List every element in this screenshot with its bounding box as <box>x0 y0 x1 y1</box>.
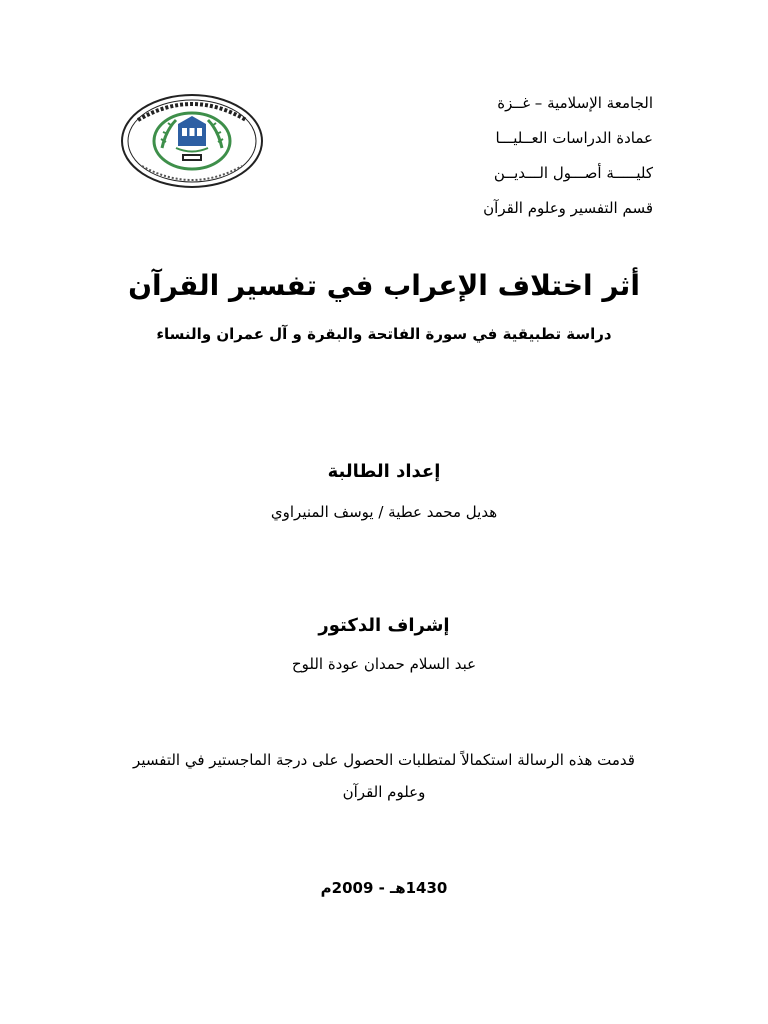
supervisor-heading: إشراف الدكتور <box>318 615 450 636</box>
faculty-name: كليـــــة أصـــول الـــديــن <box>493 164 653 182</box>
submission-date: 1430هـ - 2009م <box>320 879 448 897</box>
submission-note: قدمت هذه الرسالة استكمالاً لمتطلبات الحصول على درجة الماجستير في التفسير وعلوم القرآن <box>133 751 635 801</box>
thesis-title: أثر اختلاف الإعراب في تفسير القرآن <box>128 269 640 302</box>
supervisor-name: عبد السلام حمدان عودة اللوح <box>291 655 477 673</box>
preparer-name: هديل محمد عطية / يوسف المنيراوي <box>270 503 498 521</box>
thesis-subtitle: دراسة تطبيقية في سورة الفاتحة والبقرة و آل عمران والنساء <box>156 325 612 343</box>
department-name: قسم التفسير وعلوم القرآن <box>483 199 653 217</box>
institution-header <box>353 86 653 226</box>
university-logo <box>118 92 266 190</box>
graduate-deanship: عمادة الدراسات العــليـــا <box>495 129 653 147</box>
preparer-heading: إعداد الطالبة <box>327 461 441 482</box>
university-name: الجامعة الإسلامية – غــزة <box>497 94 653 112</box>
university-seal-icon <box>118 92 266 190</box>
